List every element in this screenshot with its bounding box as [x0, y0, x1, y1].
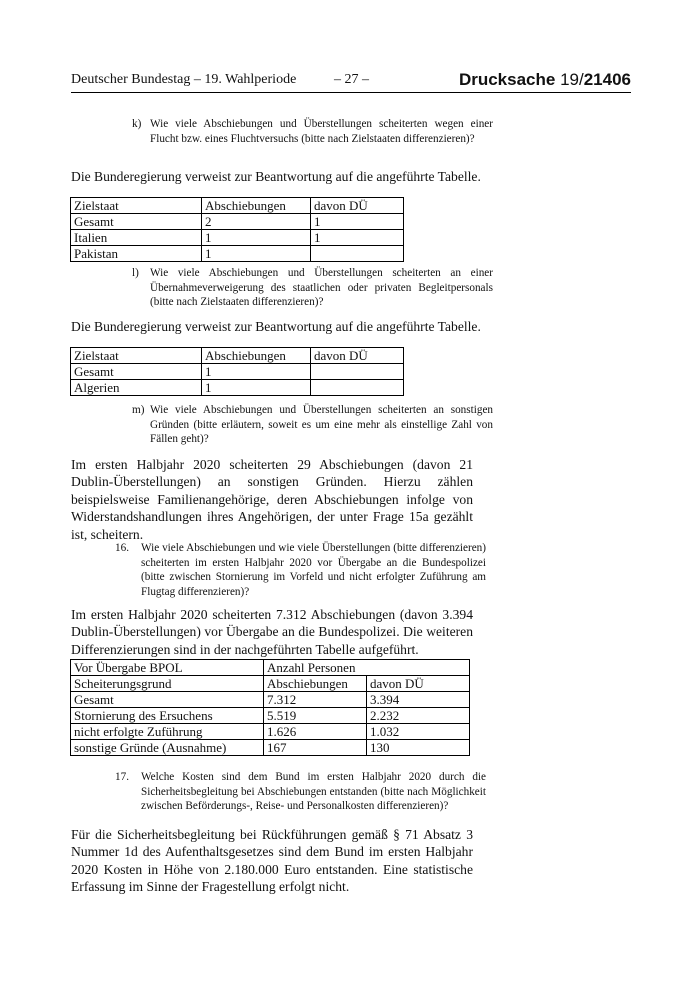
doc-label: Drucksache	[458, 70, 556, 89]
table-row	[71, 740, 470, 756]
answer-16: Im ersten Halbjahr 2020 scheiterten 7.312 Abschiebungen (davon 3.394 Dublin-Überstellungen) vor Übergabe an die Bundespolizei. Die weiteren Differenzierungen sind in der nachgeführten Tabelle aufgeführt.	[71, 607, 473, 657]
table-cell: Pakistan	[71, 246, 202, 262]
table-cell: 1	[311, 230, 404, 246]
table-cell: 1	[311, 214, 404, 230]
question-l	[132, 266, 493, 310]
table-cell: 1	[202, 246, 311, 262]
answer-l: Die Bunderegierung verweist zur Beantwortung auf die angeführte Tabelle.	[71, 319, 481, 334]
page-header	[71, 70, 631, 94]
page-number: – 27 –	[334, 72, 369, 87]
table-cell: 167	[264, 740, 367, 756]
table-cell	[311, 246, 404, 262]
table-row	[71, 246, 404, 262]
table-row	[71, 364, 404, 380]
table-row	[71, 214, 404, 230]
table-group-header-cell: Vor Übergabe BPOL	[71, 660, 264, 676]
table-row	[71, 692, 470, 708]
table-cell: 1.626	[264, 724, 367, 740]
table-header-cell: davon DÜ	[367, 676, 470, 692]
header-title: Deutscher Bundestag – 19. Wahlperiode	[71, 72, 297, 87]
table-cell: 1	[202, 380, 311, 396]
question-label: m)	[132, 404, 145, 416]
question-label: l)	[132, 267, 139, 279]
table-header-cell: Zielstaat	[71, 348, 202, 364]
table-cell: 130	[367, 740, 470, 756]
table-cell: Stornierung des Ersuchens	[71, 708, 264, 724]
table-row	[71, 724, 470, 740]
table-l	[70, 347, 404, 396]
table-cell: 1	[202, 364, 311, 380]
table-header-cell: Scheiterungsgrund	[71, 676, 264, 692]
question-label: 16.	[115, 542, 129, 554]
table-header-cell: Zielstaat	[71, 198, 202, 214]
table-group-header-cell: Anzahl Personen	[264, 660, 470, 676]
table-cell	[311, 380, 404, 396]
table-k	[70, 197, 404, 262]
table-header-row	[71, 676, 470, 692]
table-row	[71, 708, 470, 724]
table-cell: Algerien	[71, 380, 202, 396]
question-text: Welche Kosten sind dem Bund im ersten Halbjahr 2020 durch die Sicherheitsbegleitung bei Abschiebungen entstanden (bitte nach Möglichkeit zwischen Beförderungs-, Reise- und Personalkosten differenzieren)?	[141, 771, 486, 812]
table-cell: 5.519	[264, 708, 367, 724]
answer-k: Die Bunderegierung verweist zur Beantwortung auf die angeführte Tabelle.	[71, 169, 481, 184]
table-header-row	[71, 198, 404, 214]
question-text: Wie viele Abschiebungen und Überstellungen scheiterten an einer Übernahmeverweigerung des staatlichen oder privaten Begleitpersonals (bitte nach Zielstaaten differenzieren)?	[150, 267, 493, 308]
table-header-cell: davon DÜ	[311, 348, 404, 364]
table-cell: 1.032	[367, 724, 470, 740]
table-group-header-row	[71, 660, 470, 676]
table-cell: 2.232	[367, 708, 470, 724]
table-cell: 2	[202, 214, 311, 230]
table-cell: Gesamt	[71, 692, 264, 708]
table-header-cell: Abschiebungen	[202, 348, 311, 364]
answer-m: Im ersten Halbjahr 2020 scheiterten 29 Abschiebungen (davon 21 Dublin-Überstellungen) an sonstigen Gründen. Hierzu zählen beispielsweise Familienangehörige, deren Abschiebungen infolge von Widerstandshandlungen ihres Angehörigen, der unter Frage 15a gezählt ist, scheitern.	[71, 457, 473, 542]
table-cell: 3.394	[367, 692, 470, 708]
table-cell: Gesamt	[71, 214, 202, 230]
table-cell: Italien	[71, 230, 202, 246]
document-number	[459, 70, 631, 90]
question-label: k)	[132, 118, 142, 130]
question-k	[132, 117, 493, 146]
question-text: Wie viele Abschiebungen und wie viele Überstellungen (bitte differenzieren) scheiterten im ersten Halbjahr 2020 vor Übergabe an die Bundespolizei (bitte zwischen Stornierung im Vorfeld und nicht erfolgter Zuführung am Flugtag differenzieren)?	[141, 542, 486, 598]
question-16	[115, 541, 486, 599]
table-16	[70, 659, 470, 756]
table-header-row	[71, 348, 404, 364]
question-label: 17.	[115, 771, 129, 783]
table-cell	[311, 364, 404, 380]
doc-number: 21406	[583, 70, 631, 89]
question-text: Wie viele Abschiebungen und Überstellungen scheiterten wegen einer Flucht bzw. eines Fluchtversuchs (bitte nach Zielstaaten differenzieren)?	[150, 118, 493, 145]
header-rule	[71, 92, 631, 93]
answer-17: Für die Sicherheitsbegleitung bei Rückführungen gemäß § 71 Absatz 3 Nummer 1d des Aufenthaltsgesetzes sind dem Bund im ersten Halbjahr 2020 Kosten in Höhe von 2.180.000 Euro entstanden. Eine statistische Erfassung im Sinne der Fragestellung erfolgt nicht.	[71, 827, 473, 895]
table-cell: 1	[202, 230, 311, 246]
table-cell: nicht erfolgte Zuführung	[71, 724, 264, 740]
table-cell: 7.312	[264, 692, 367, 708]
table-cell: sonstige Gründe (Ausnahme)	[71, 740, 264, 756]
table-row	[71, 380, 404, 396]
question-17	[115, 770, 486, 814]
question-m	[132, 403, 493, 447]
table-header-cell: Abschiebungen	[264, 676, 367, 692]
table-row	[71, 230, 404, 246]
table-header-cell: Abschiebungen	[202, 198, 311, 214]
doc-number-prefix: 19/	[560, 70, 584, 89]
table-cell: Gesamt	[71, 364, 202, 380]
question-text: Wie viele Abschiebungen und Überstellungen scheiterten an sonstigen Gründen (bitte erläutern, soweit es um eine mehr als einstellige Zahl von Fällen geht)?	[150, 404, 493, 445]
table-header-cell: davon DÜ	[311, 198, 404, 214]
